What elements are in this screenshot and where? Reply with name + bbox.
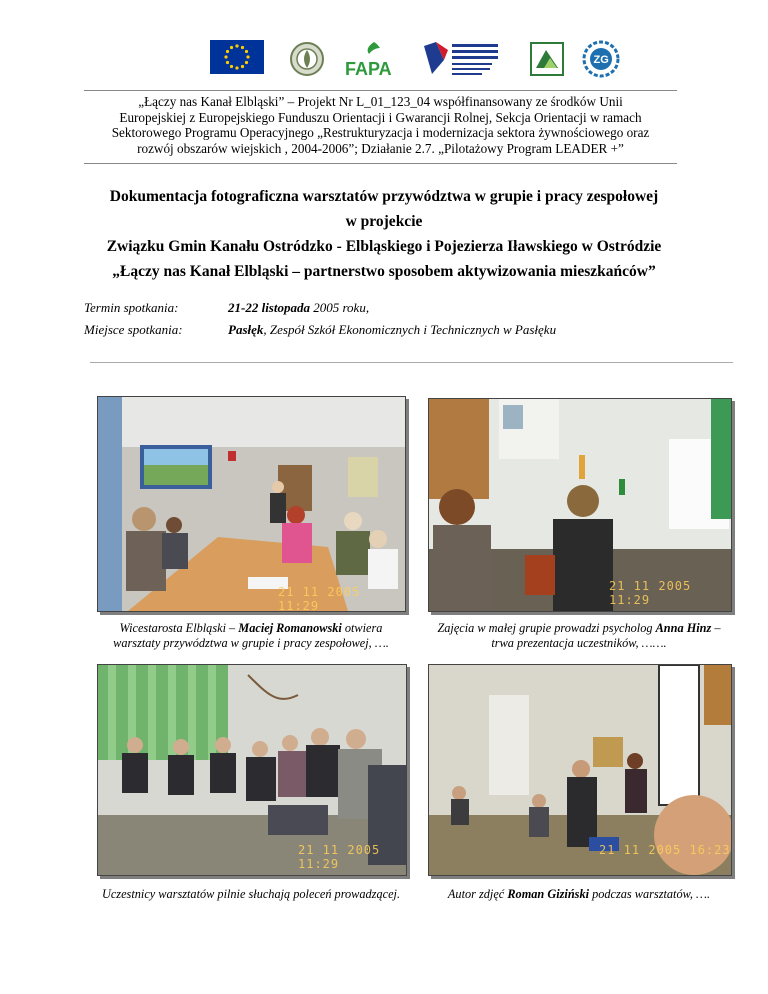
- header-divider: [84, 163, 677, 164]
- project-header-line: Europejskiej z Europejskiego Funduszu Orientacji i Gwarancji Rolnej, Sekcja Orientacji w ramach: [119, 109, 642, 125]
- caption-text: podczas warsztatów, ….: [589, 887, 711, 901]
- photo-caption-2: [420, 621, 738, 651]
- caption-line: warsztaty przywództwa w grupie i pracy zespołowej, ….: [113, 636, 389, 650]
- photo-caption-3: [82, 887, 420, 902]
- caption-text: Wicestarosta Elbląski –: [119, 621, 239, 635]
- caption-bold: Roman Giziński: [507, 887, 590, 901]
- meeting-place-rest: , Zespół Szkół Ekonomicznych i Technicznych w Pasłęku: [263, 322, 557, 337]
- caption-line: [82, 887, 420, 902]
- project-header-line: rozwój obszarów wiejskich , 2004-2006”; Działanie 2.7. „Pilotażowy Program LEADER +”: [137, 140, 624, 156]
- photo-date-stamp: 21 11 2005 11:29: [278, 585, 361, 612]
- photo-date-stamp: 21 11 2005 11:29: [609, 579, 692, 607]
- svg-text:ZG: ZG: [593, 54, 609, 66]
- leader-logo: [530, 42, 564, 81]
- meeting-date-rest: 2005 roku,: [309, 300, 370, 315]
- caption-line: trwa prezentacja uczestników, …….: [491, 636, 667, 650]
- fapa-logo: [344, 40, 400, 83]
- caption-text: Uczestnicy warsztatów pilnie słuchają poleceń prowadzącej.: [101, 887, 401, 901]
- caption-text: Autor zdjęć: [447, 887, 508, 901]
- workshop-photo-4: [428, 664, 732, 876]
- caption-text: –: [711, 621, 721, 635]
- caption-text: otwiera: [341, 621, 383, 635]
- caption-bold: Maciej Romanowski: [238, 621, 342, 635]
- logo-strip: [0, 40, 768, 80]
- project-header-line: „Łączy nas Kanał Elbląski” – Projekt Nr L_01_123_04 współfinansowany ze środków Unii: [138, 94, 623, 109]
- zg-logo: [582, 40, 620, 83]
- document-title: w projekcie: [345, 213, 423, 230]
- meeting-date-label: Termin spotkania:: [84, 300, 179, 315]
- meeting-place-bold: Pasłęk: [228, 322, 264, 337]
- photo-caption-1: [92, 621, 410, 651]
- photo-caption-4: [420, 887, 738, 902]
- svg-text:FAPA: FAPA: [345, 59, 392, 78]
- meeting-date-value: [228, 300, 369, 316]
- document-title: Związku Gmin Kanału Ostródzko - Elbląskiego i Pojezierza Iławskiego w Ostródzie: [106, 238, 662, 255]
- caption-line: [420, 621, 738, 636]
- workshop-photo-1: [97, 396, 406, 612]
- photo-date-stamp: 21 11 2005 16:23: [599, 843, 731, 857]
- details-divider: [90, 362, 733, 363]
- eu-flag-logo: [210, 40, 264, 79]
- photo-date-stamp: 21 11 2005 11:29: [298, 843, 381, 871]
- meeting-place-label: Miejsce spotkania:: [84, 322, 183, 337]
- project-header: [84, 94, 677, 156]
- workshop-photo-3: [97, 664, 407, 876]
- top-divider: [84, 90, 677, 91]
- document-title: „Łączy nas Kanał Elbląski – partnerstwo sposobem aktywizowania mieszkańców”: [112, 263, 656, 280]
- sectoral-programme-logo: [422, 40, 504, 83]
- meeting-place-value: [228, 322, 556, 338]
- document-title: Dokumentacja fotograficzna warsztatów przywództwa w grupie i pracy zespołowej: [109, 188, 659, 205]
- caption-line: [420, 887, 738, 902]
- project-header-line: Sektorowego Programu Operacyjnego „Restrukturyzacja i modernizacja sektora żywnościowego oraz: [111, 125, 650, 140]
- caption-line: [92, 621, 410, 636]
- workshop-photo-2: [428, 398, 732, 612]
- meeting-date-bold: 21-22 listopada: [228, 300, 310, 315]
- caption-text: Zajęcia w małej grupie prowadzi psycholog: [437, 621, 656, 635]
- ministry-emblem-logo: [290, 42, 324, 81]
- caption-bold: Anna Hinz: [655, 621, 712, 635]
